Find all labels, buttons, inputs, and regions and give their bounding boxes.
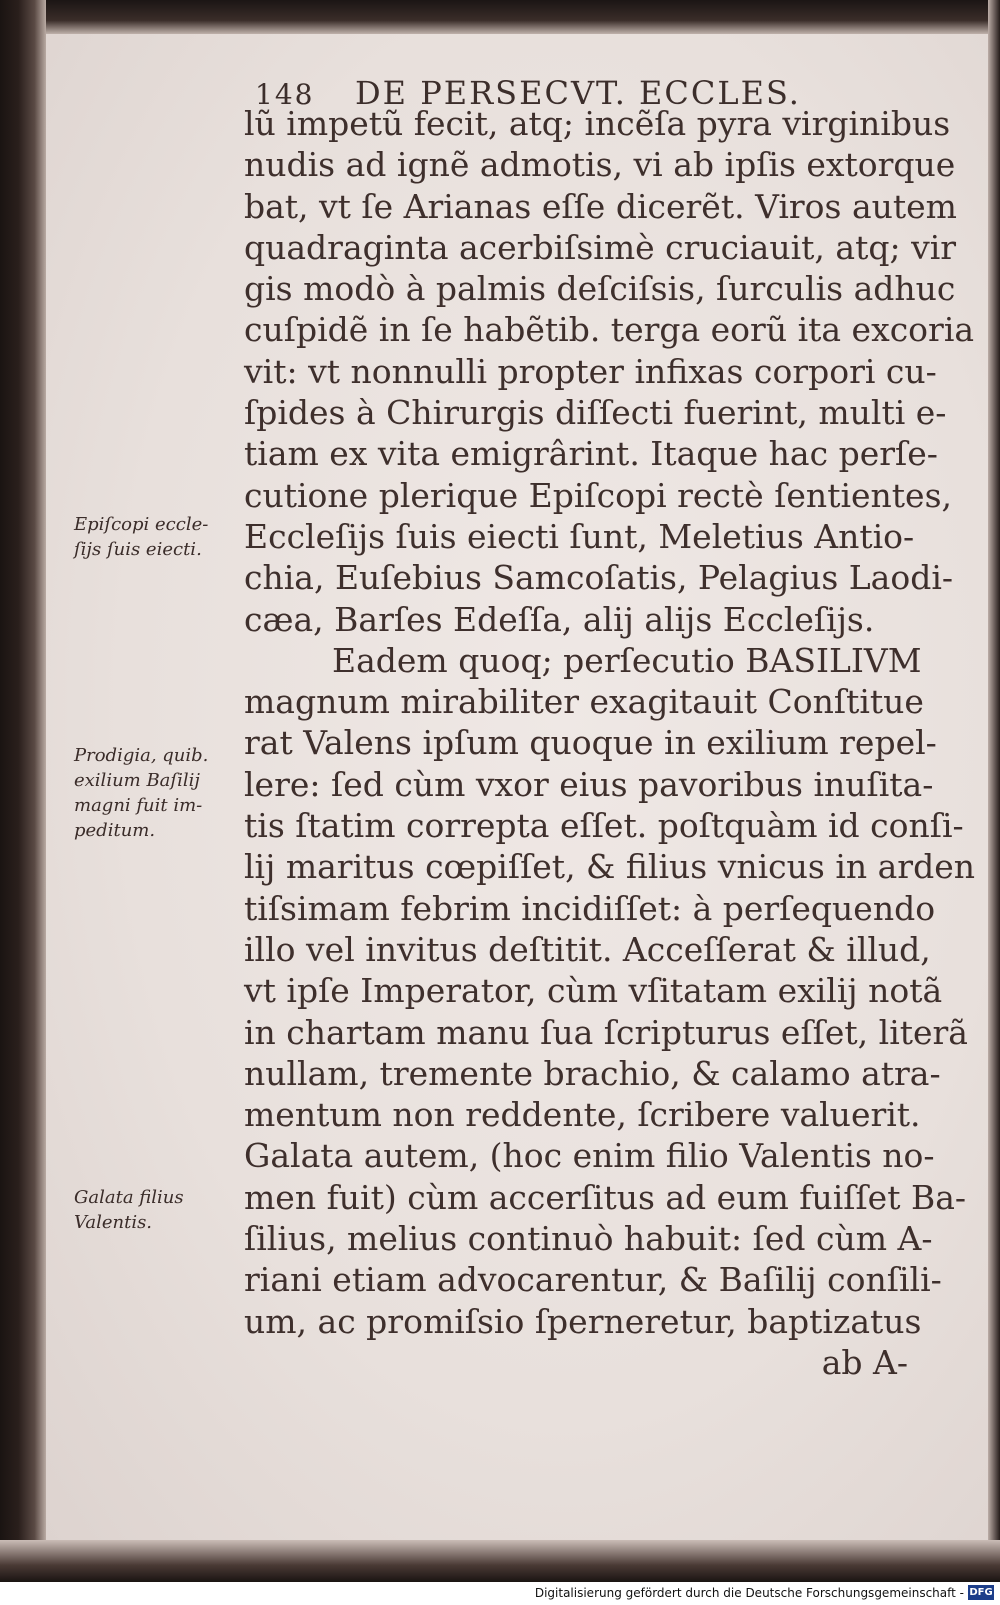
running-title: DE PERSECVT. ECCLES. <box>355 74 801 112</box>
text-line: mentum non reddente, ſcribere valuerit. <box>244 1095 921 1135</box>
marginal-note-line: Epiſcopi eccle- <box>74 514 209 535</box>
text-line: lere: ſed cùm vxor eius pavoribus inuſita- <box>244 764 934 804</box>
text-line: gis modò à palmis deſciſsis, ſurculis adhuc <box>244 269 956 309</box>
marginal-note-galata <box>74 1185 239 1235</box>
text-line: cæa, Barſes Edeſſa, alij alijs Eccleſijs. <box>244 599 875 639</box>
marginal-note-line: Prodigia, quib. <box>74 745 209 766</box>
text-line: men fuit) cùm accerſitus ad eum fuiſſet Ba- <box>244 1177 967 1217</box>
text-line: vit: vt nonnulli propter infixas corpori cu- <box>244 351 937 391</box>
main-text-block <box>244 103 975 1383</box>
marginal-note-line: exilium Baſilij <box>74 770 200 791</box>
text-line: illo vel invitus deſtitit. Acceſſerat & illud, <box>244 929 931 969</box>
text-line: lũ impetũ fecit, atq; incẽſa pyra virginibus <box>244 104 951 143</box>
marginal-note-line: magni fuit im- <box>74 795 203 816</box>
page-number: 148 <box>255 78 315 111</box>
book-bottom-edge <box>0 1540 1000 1582</box>
text-line: tis ſtatim correpta eſſet. poſtquàm id conſi- <box>244 806 964 846</box>
text-line: Eadem quoq; perſecutio BASILIVM <box>332 640 922 680</box>
text-line: tiam ex vita emigrârint. Itaque hac perſe- <box>244 434 938 474</box>
marginal-note-line: peditum. <box>74 820 156 841</box>
digitization-footer <box>0 1582 1000 1605</box>
book-top-edge <box>0 0 1000 34</box>
text-line: riani etiam advocarentur, & Baſilij conſili- <box>244 1260 942 1300</box>
text-line: vt ipſe Imperator, cùm vſitatam exilij notã <box>244 971 943 1011</box>
marginal-note-line: ſijs ſuis eiecti. <box>74 539 202 560</box>
marginal-note-line: Galata filius <box>74 1187 184 1208</box>
text-line: nullam, tremente brachio, & calamo atra- <box>244 1053 941 1093</box>
text-line: cutione plerique Epiſcopi rectè ſentientes, <box>244 475 953 515</box>
catchword: ab A- <box>821 1342 908 1382</box>
book-binding <box>0 0 46 1582</box>
text-line: tiſsimam febrim incidiſſet: à perſequendo <box>244 888 936 928</box>
text-line: ſilius, melius continuò habuit: ſed cùm A- <box>244 1219 933 1259</box>
text-line: lij maritus cœpiſſet, & filius vnicus in arden <box>244 847 975 887</box>
text-line: Eccleſijs ſuis eiecti ſunt, Meletius Antio- <box>244 516 915 556</box>
text-line: chia, Euſebius Samcoſatis, Pelagius Laodi- <box>244 558 954 598</box>
text-line: in chartam manu ſua ſcripturus eſſet, literã <box>244 1012 968 1052</box>
book-right-edge <box>988 0 1000 1582</box>
text-line: magnum mirabiliter exagitauit Conſtitue <box>244 682 924 722</box>
text-line: ſpides à Chirurgis diſſecti fuerint, multi e- <box>244 393 947 433</box>
dfg-logo-icon: DFG <box>969 1587 993 1598</box>
text-line: rat Valens ipſum quoque in exilium repel- <box>244 723 937 763</box>
marginal-note-bishops <box>74 512 239 562</box>
text-line: cuſpidẽ in ſe habẽtib. terga eorũ ita excoria <box>244 310 975 350</box>
marginal-note-prodigies <box>74 743 239 843</box>
text-line: Galata autem, (hoc enim filio Valentis no- <box>244 1136 935 1176</box>
text-line: nudis ad ignẽ admotis, vi ab ipſis extorque <box>244 145 956 185</box>
text-line: um, ac promiſsio ſperneretur, baptizatus <box>244 1301 922 1341</box>
funding-credit: Digitalisierung gefördert durch die Deutsche Forschungsgemeinschaft - <box>534 1586 964 1600</box>
text-line: quadraginta acerbiſsimè cruciauit, atq; vir <box>244 227 957 267</box>
text-line: bat, vt ſe Arianas eſſe dicerẽt. Viros autem <box>244 186 957 226</box>
marginal-note-line: Valentis. <box>74 1212 153 1233</box>
